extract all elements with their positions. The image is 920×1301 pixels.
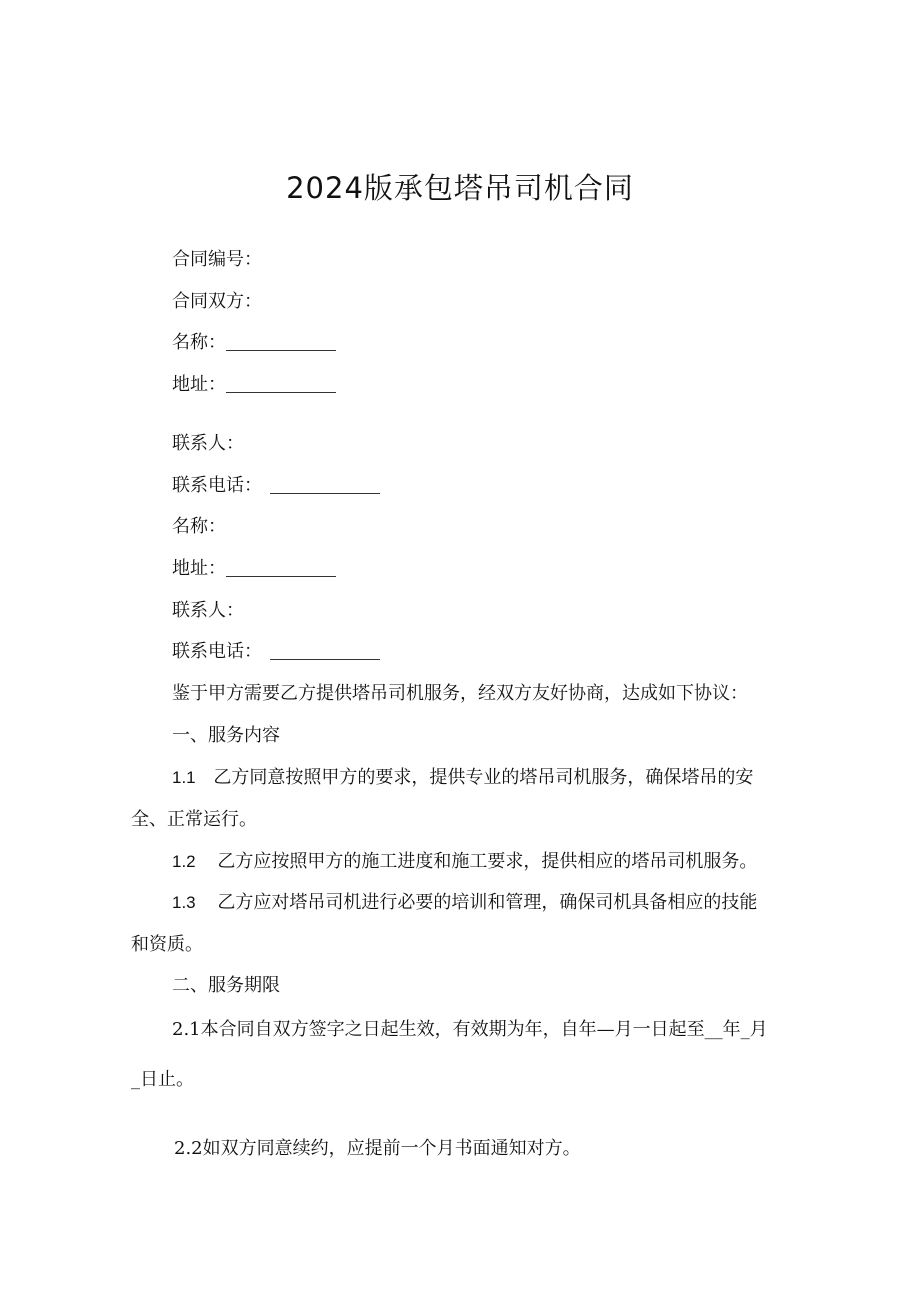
clause-1-3-number: 1.3 [172, 893, 196, 912]
clause-2-2: 2.2如双方同意续约，应提前一个月书面通知对方。 [174, 1138, 581, 1159]
party-a-contact-label: 联系人： [172, 433, 244, 454]
clause-1-2-number: 1.2 [172, 852, 196, 871]
party-b-phone-blank [270, 643, 380, 660]
clause-1-2 [172, 850, 757, 874]
party-a-address-row [172, 373, 336, 397]
section-2-heading: 二、服务期限 [172, 975, 280, 996]
party-a-name-label: 名称： [172, 332, 226, 353]
party-a-phone-blank [270, 477, 380, 494]
party-b-name-label: 名称： [172, 516, 226, 537]
clause-2-1-continued: _日止。 [131, 1069, 194, 1090]
party-b-address-row [172, 557, 336, 581]
party-a-address-label: 地址： [172, 374, 226, 395]
document-title: 2024版承包塔吊司机合同 [286, 171, 634, 205]
party-a-address-blank [226, 376, 336, 393]
party-b-address-blank [226, 560, 336, 577]
clause-1-3-continued: 和资质。 [131, 934, 203, 955]
preamble: 鉴于甲方需要乙方提供塔吊司机服务，经双方友好协商，达成如下协议： [172, 683, 748, 704]
clause-1-3 [172, 891, 757, 915]
party-a-phone-row [172, 474, 380, 498]
contract-number-label: 合同编号： [172, 249, 262, 270]
party-b-address-label: 地址： [172, 558, 226, 579]
clause-1-1 [172, 766, 753, 790]
clause-1-1-number: 1.1 [172, 768, 196, 787]
clause-1-2-text: 乙方应按照甲方的施工进度和施工要求，提供相应的塔吊司机服务。 [217, 851, 758, 872]
party-b-phone-row [172, 640, 380, 664]
clause-1-3-text: 乙方应对塔吊司机进行必要的培训和管理，确保司机具备相应的技能 [217, 892, 758, 913]
clause-1-1-text: 乙方同意按照甲方的要求，提供专业的塔吊司机服务，确保塔吊的安 [213, 767, 754, 788]
party-a-phone-label: 联系电话： [172, 475, 262, 496]
section-1-heading: 一、服务内容 [172, 725, 280, 746]
clause-2-1: 2.1本合同自双方签字之日起生效，有效期为年，自年—月一日起至__年_月 [172, 1019, 768, 1040]
party-b-phone-label: 联系电话： [172, 641, 262, 662]
party-a-name-blank [226, 334, 336, 351]
clause-1-1-continued: 全、正常运行。 [131, 809, 257, 830]
party-a-name-row [172, 331, 336, 355]
contract-parties-label: 合同双方： [172, 291, 262, 312]
party-b-contact-label: 联系人： [172, 600, 244, 621]
